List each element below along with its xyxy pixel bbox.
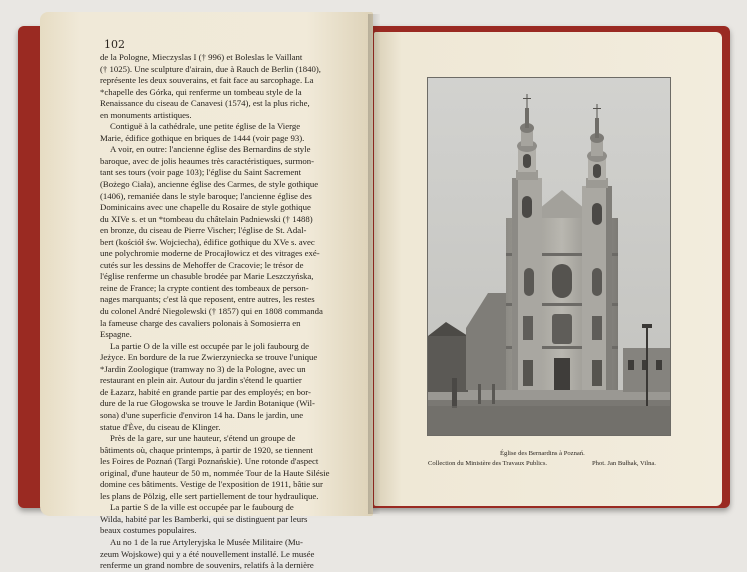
text-line: de Łazarz, habité en grande partie par des employés; en bor- bbox=[100, 386, 311, 397]
text-line: *chapelle des Górka, qui renferme un tombeau style de la bbox=[100, 86, 302, 97]
text-line: statue d'Ève, du ciseau de Klinger. bbox=[100, 421, 221, 432]
page-number: 102 bbox=[104, 38, 125, 51]
text-line: (Bożego Ciała), ancienne église des Carmes, de style gothique bbox=[100, 179, 319, 190]
book-gutter bbox=[368, 14, 380, 514]
text-line: Renaissance du ciseau de Canavesi (1574), est la plus riche, bbox=[100, 98, 310, 109]
text-line: représente les deux souverains, et fait face au sarcophage. La bbox=[100, 75, 314, 86]
text-line: baroque, avec de jolis heaumes très caractéristiques, surmon- bbox=[100, 155, 315, 166]
text-line: Marie, édifice gothique en briques de 1444 (voir page 93). bbox=[100, 132, 305, 143]
church-photograph bbox=[427, 77, 671, 436]
text-line: restaurant en plein air. Autour du jardin s'étend le quartier bbox=[100, 375, 302, 386]
text-line: du XIVe s. et un *tombeau du châtelain Padniewski († 1488) bbox=[100, 213, 313, 224]
text-line: Contiguë à la cathédrale, une petite église de la Vierge bbox=[110, 121, 301, 132]
photo-caption-photographer: Phot. Jan Bułhak, Vilna. bbox=[592, 460, 656, 467]
text-line: (1406), remaniée dans le style baroque; l'ancienne église des bbox=[100, 190, 312, 201]
text-line: beaux costumes populaires. bbox=[100, 525, 197, 536]
text-line: tant ses tours (voir page 103); l'église du Saint Sacrement bbox=[100, 167, 302, 178]
text-line: original, d'une hauteur de 50 m, nommée Tour de la Haute Silésie bbox=[100, 467, 330, 478]
text-line: La partie S de la ville est occupée par le faubourg de bbox=[110, 502, 294, 513]
text-line: bâtiments où, chaque printemps, à partir de 1920, se tiennent bbox=[100, 444, 313, 455]
text-line: en monuments artistiques. bbox=[100, 109, 192, 120]
text-line: Près de la gare, sur une hauteur, s'étend un groupe de bbox=[110, 433, 296, 444]
text-line: Wilda, habité par les Bamberki, qui se distinguent par leurs bbox=[100, 513, 308, 524]
text-line: Jeżyce. En bordure de la rue Zwierzyniecka se trouve l'unique bbox=[100, 352, 318, 363]
text-line: renferme un grand nombre de souvenirs, relatifs à la dernière bbox=[100, 560, 314, 571]
photo-caption-collection: Collection du Ministère des Travaux Publics. bbox=[428, 460, 548, 467]
text-line: du colonel André Niegolewski († 1857) qui en 1808 commanda bbox=[100, 306, 323, 317]
text-line: la fameuse charge des cavaliers polonais à Somosierra en bbox=[100, 317, 301, 328]
text-line: Espagne. bbox=[100, 329, 132, 340]
photo-caption-title: Église des Bernardins à Poznań. bbox=[500, 450, 585, 457]
text-line: les Foires de Poznań (Targi Poznańskie). Une rotonde d'aspect bbox=[100, 456, 319, 467]
text-line: cutés sur les dessins de Mehoffer de Cracovie; le trésor de bbox=[100, 259, 304, 270]
text-line: La partie O de la ville est occupée par le joli faubourg de bbox=[110, 340, 310, 351]
text-line: zeum Wojskowe) qui y a été nouvellement installé. Le musée bbox=[100, 548, 315, 559]
text-line: dure de la rue Głogowska se trouve le Jardin Botanique (Wil- bbox=[100, 398, 315, 409]
text-line: les plans de Pölzig, elle sert partiellement de tour hydraulique. bbox=[100, 490, 319, 501]
text-line: († 1025). Une sculpture d'airain, due à Rauch de Berlin (1840), bbox=[100, 63, 321, 74]
text-line: de la Pologne, Mieczyslas I († 996) et Boleslas le Vaillant bbox=[100, 52, 303, 62]
text-line: Au no 1 de la rue Artyleryjska le Musée Militaire (Mu- bbox=[110, 536, 303, 547]
text-line: sona) d'une superficie d'environ 14 ha. Dans le jardin, une bbox=[100, 409, 304, 420]
text-line: A voir, en outre: l'ancienne église des Bernardins de style bbox=[110, 144, 311, 155]
text-line: reine de France; la crypte contient des tombeaux de person- bbox=[100, 282, 309, 293]
text-line: une polychromie moderne de Procajłowicz et des vitrages exé- bbox=[100, 248, 320, 259]
text-line: en bronze, du ciseau de Pierre Vischer; l'église de St. Adal- bbox=[100, 225, 307, 236]
text-line: l'église renferme un chasuble brodée par Marie Leszczyńska, bbox=[100, 271, 314, 282]
text-line: *Jardin Zoologique (tramway no 3) de la Pologne, avec un bbox=[100, 363, 306, 374]
text-line: bert (kościół św. Wojciecha), édifice gothique du XVe s. avec bbox=[100, 236, 315, 247]
text-line: Dominicains avec une chapelle du Rosaire de style gothique bbox=[100, 202, 311, 213]
text-line: nages marquants; c'est là que reposent, entre autres, les restes bbox=[100, 294, 315, 305]
text-line: domine ces bâtiments. Vestige de l'exposition de 1911, bâtie sur bbox=[100, 479, 323, 490]
body-text bbox=[100, 52, 360, 572]
